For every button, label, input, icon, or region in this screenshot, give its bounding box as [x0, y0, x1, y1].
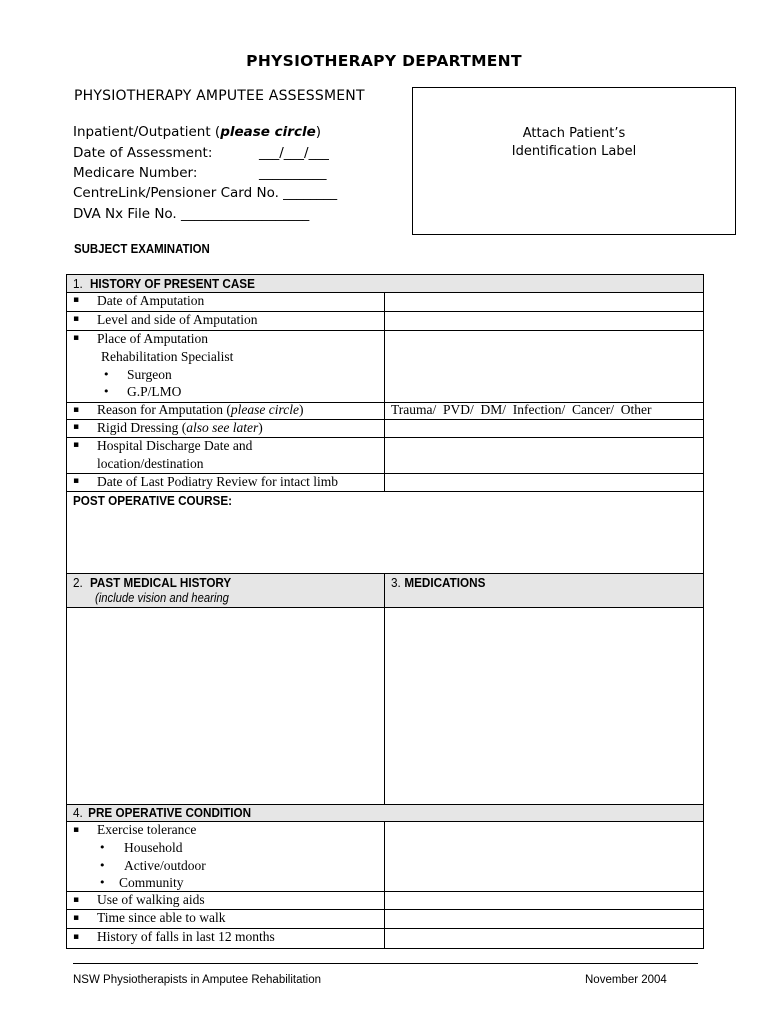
- history-header: [73, 276, 255, 291]
- pmh-note: (include vision and hearing: [95, 591, 229, 605]
- rigid-dressing-label: [97, 420, 263, 436]
- place-of-amputation-label: Place of Amputation: [97, 331, 208, 346]
- bullet-icon: ▪: [73, 932, 80, 942]
- row-line: [67, 573, 703, 574]
- post-op-answer[interactable]: [67, 509, 703, 573]
- reason-note: please circle: [230, 402, 299, 417]
- footer-divider: [73, 963, 698, 964]
- bullet-icon: ▪: [73, 476, 80, 486]
- preop-title: PRE OPERATIVE CONDITION: [88, 805, 252, 820]
- bullet-icon: ▪: [73, 440, 80, 450]
- podiatry-review-label: Date of Last Podiatry Review for intact limb: [97, 474, 339, 489]
- bullet-icon: •: [99, 876, 106, 889]
- medications-title: MEDICATIONS: [404, 575, 486, 590]
- inpatient-field: [73, 124, 321, 140]
- medications-answer[interactable]: [385, 608, 703, 804]
- date-of-assessment-field: [73, 145, 403, 161]
- bullet-icon: ▪: [73, 333, 80, 343]
- pmh-header: [73, 575, 231, 590]
- podiatry-review-answer[interactable]: [385, 474, 702, 491]
- bullet-icon: ▪: [73, 422, 80, 432]
- history-title: HISTORY OF PRESENT CASE: [89, 276, 255, 291]
- reason-for-amputation-label: [97, 402, 303, 418]
- label-box-line1: Attach Patient’s: [522, 126, 626, 141]
- dva-field[interactable]: DVA Nx File No. ___________________: [73, 206, 310, 222]
- history-of-falls-answer[interactable]: [385, 929, 702, 948]
- date-of-assessment-blank[interactable]: ___/___/___: [259, 145, 329, 161]
- medications-header: [391, 575, 485, 590]
- dressing-close: ): [258, 420, 263, 435]
- dressing-label: Rigid Dressing (: [97, 420, 187, 435]
- medicare-label: Medicare Number:: [73, 165, 198, 181]
- form-subtitle: PHYSIOTHERAPY AMPUTEE ASSESSMENT: [74, 88, 365, 104]
- active-outdoor-label: Active/outdoor: [124, 858, 206, 873]
- bullet-icon: ▪: [73, 913, 80, 923]
- date-of-amputation-answer[interactable]: [385, 293, 702, 311]
- patient-label-box: [412, 87, 736, 235]
- subject-examination-heading: SUBJECT EXAMINATION: [74, 241, 210, 256]
- surgeon-label: Surgeon: [127, 367, 172, 382]
- bullet-icon: ▪: [73, 825, 80, 835]
- discharge-label-1: Hospital Discharge Date and: [97, 438, 253, 453]
- page-title: PHYSIOTHERAPY DEPARTMENT: [246, 52, 522, 70]
- post-op-header: POST OPERATIVE COURSE:: [73, 493, 233, 508]
- bullet-icon: •: [103, 385, 110, 398]
- reason-close: ): [298, 402, 304, 417]
- time-since-walk-label: Time since able to walk: [97, 910, 226, 925]
- inpatient-note: please circle: [220, 124, 316, 140]
- household-label: Household: [124, 840, 183, 855]
- bullet-icon: •: [103, 368, 110, 381]
- time-since-walk-answer[interactable]: [385, 910, 702, 928]
- history-num: 1.: [73, 276, 83, 291]
- exercise-tolerance-label: Exercise tolerance: [97, 822, 197, 837]
- medicare-field: [73, 165, 403, 181]
- medications-num: 3.: [391, 575, 401, 590]
- pmh-answer[interactable]: [67, 608, 384, 804]
- date-of-amputation-label: Date of Amputation: [97, 293, 205, 308]
- dressing-note: also see later: [186, 420, 259, 435]
- bullet-icon: •: [99, 841, 106, 854]
- walking-aids-label: Use of walking aids: [97, 892, 205, 907]
- reason-options[interactable]: Trauma/ PVD/ DM/ Infection/ Cancer/ Other: [391, 402, 652, 417]
- pmh-title: PAST MEDICAL HISTORY: [89, 575, 232, 590]
- date-of-assessment-label: Date of Assessment:: [73, 145, 213, 161]
- footer-right: November 2004: [585, 974, 667, 986]
- footer-left: NSW Physiotherapists in Amputee Rehabilitation: [73, 974, 322, 986]
- place-of-amputation-answer[interactable]: [385, 331, 702, 402]
- rehab-specialist-label: Rehabilitation Specialist: [101, 349, 234, 364]
- discharge-answer[interactable]: [385, 438, 702, 473]
- bullet-icon: ▪: [73, 314, 80, 324]
- row-line: [67, 491, 703, 492]
- label-box-line2: Identification Label: [511, 144, 637, 159]
- exercise-tolerance-answer[interactable]: [385, 822, 702, 891]
- assessment-table: [66, 274, 704, 949]
- community-label: Community: [119, 875, 184, 890]
- level-of-amputation-answer[interactable]: [385, 312, 702, 330]
- discharge-label-2: location/destination: [97, 456, 204, 471]
- bullet-icon: ▪: [73, 405, 80, 415]
- reason-label: Reason for Amputation (: [97, 402, 231, 417]
- level-of-amputation-label: Level and side of Amputation: [97, 312, 258, 327]
- rigid-dressing-answer[interactable]: [385, 420, 702, 437]
- preop-header: [73, 805, 251, 820]
- centrelink-field[interactable]: CentreLink/Pensioner Card No. ________: [73, 185, 338, 201]
- inpatient-label: Inpatient/Outpatient (: [73, 124, 221, 140]
- bullet-icon: ▪: [73, 895, 80, 905]
- walking-aids-answer[interactable]: [385, 892, 702, 909]
- inpatient-close: ): [315, 124, 322, 140]
- bullet-icon: ▪: [73, 295, 80, 305]
- pmh-num: 2.: [73, 575, 83, 590]
- preop-num: 4.: [73, 805, 83, 820]
- bullet-icon: •: [99, 859, 106, 872]
- gp-label: G.P/LMO: [127, 384, 182, 399]
- history-of-falls-label: History of falls in last 12 months: [97, 929, 275, 944]
- medicare-blank[interactable]: __________: [259, 165, 327, 181]
